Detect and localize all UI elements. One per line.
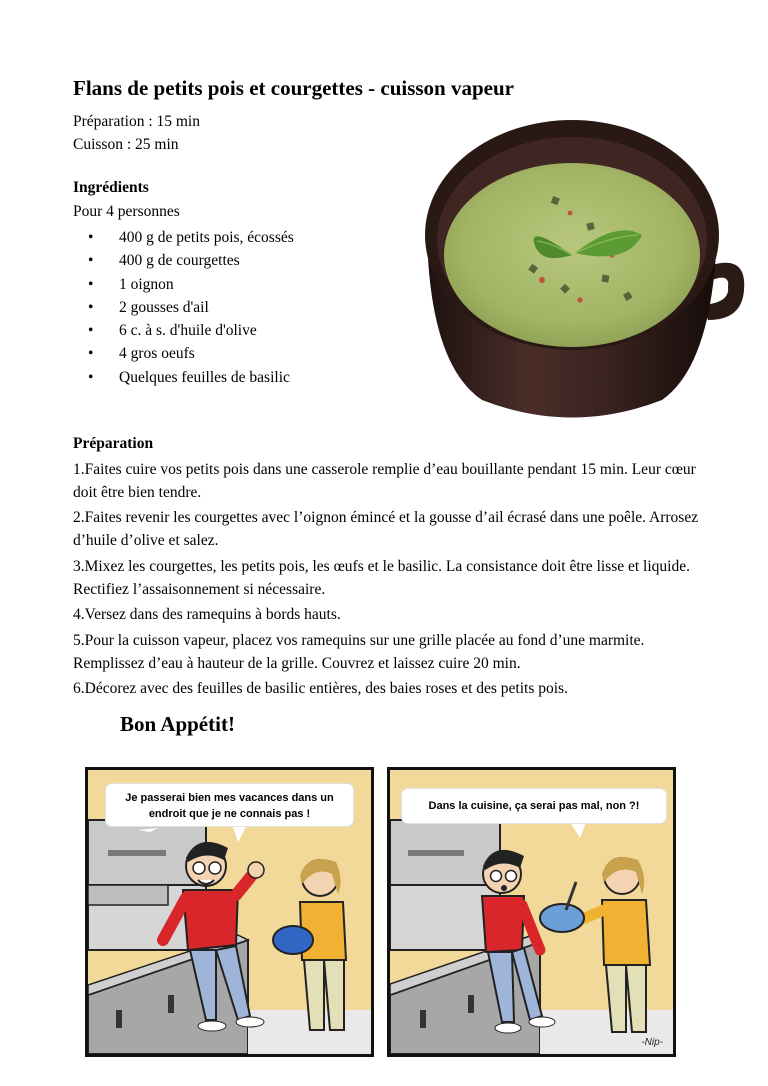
ingredient-item: • Quelques feuilles de basilic bbox=[88, 366, 294, 389]
bon-appetit: Bon Appétit! bbox=[120, 712, 235, 736]
recipe-times bbox=[73, 110, 200, 156]
preparation-time: Préparation : 15 min bbox=[73, 113, 200, 130]
cooking-time: Cuisson : 25 min bbox=[73, 136, 179, 153]
ingredients-heading: Ingrédients bbox=[73, 179, 149, 196]
preparation-step: 4.Versez dans des ramequins à bords hauts. bbox=[73, 606, 341, 624]
ingredient-item: • 400 g de courgettes bbox=[88, 249, 294, 272]
speech-bubble-2: Dans la cuisine, ça serai pas mal, non ?! bbox=[402, 789, 666, 823]
recipe-title: Flans de petits pois et courgettes - cuisson vapeur bbox=[73, 76, 514, 100]
preparation-heading: Préparation bbox=[73, 435, 154, 452]
comic-panel-2 bbox=[387, 767, 676, 1057]
preparation-step: 2.Faites revenir les courgettes avec l’oignon émincé et la gousse d’ail écrasé dans une poêle. Arrosez d’huile d’olive et salez. bbox=[73, 509, 699, 550]
speech-bubble-1: Je passerai bien mes vacances dans un endroit que je ne connais pas ! bbox=[106, 784, 353, 826]
ingredient-item: • 400 g de petits pois, écossés bbox=[88, 226, 294, 249]
preparation-step: 5.Pour la cuisson vapeur, placez vos ramequins sur une grille placée au fond d’une marmite. Remplissez d’eau à hauteur de la grille. Couvrez et laissez cuire 20 min. bbox=[73, 631, 645, 672]
servings: Pour 4 personnes bbox=[73, 203, 180, 220]
preparation-step: 3.Mixez les courgettes, les petits pois, les œufs et le basilic. La consistance doit être lisse et liquide. Rectifiez l’assaisonnement si nécessaire. bbox=[73, 557, 690, 598]
ingredient-item: • 2 gousses d'ail bbox=[88, 296, 294, 319]
ingredient-item: • 4 gros oeufs bbox=[88, 342, 294, 365]
preparation-step: 1.Faites cuire vos petits pois dans une casserole remplie d’eau bouillante pendant 15 min. Leur cœur doit être bien tendre. bbox=[73, 461, 696, 501]
ingredients-list bbox=[88, 226, 294, 389]
preparation-step: 6.Décorez avec des feuilles de basilic entières, des baies roses et des petits pois. bbox=[73, 679, 568, 697]
ingredient-item: • 1 oignon bbox=[88, 273, 294, 296]
artist-signature: -Nip- bbox=[641, 1037, 663, 1048]
flan-bowl-image bbox=[412, 115, 747, 430]
preparation-steps bbox=[73, 458, 713, 702]
ingredient-item: • 6 c. à s. d'huile d'olive bbox=[88, 319, 294, 342]
comic-panel-1 bbox=[85, 767, 374, 1057]
